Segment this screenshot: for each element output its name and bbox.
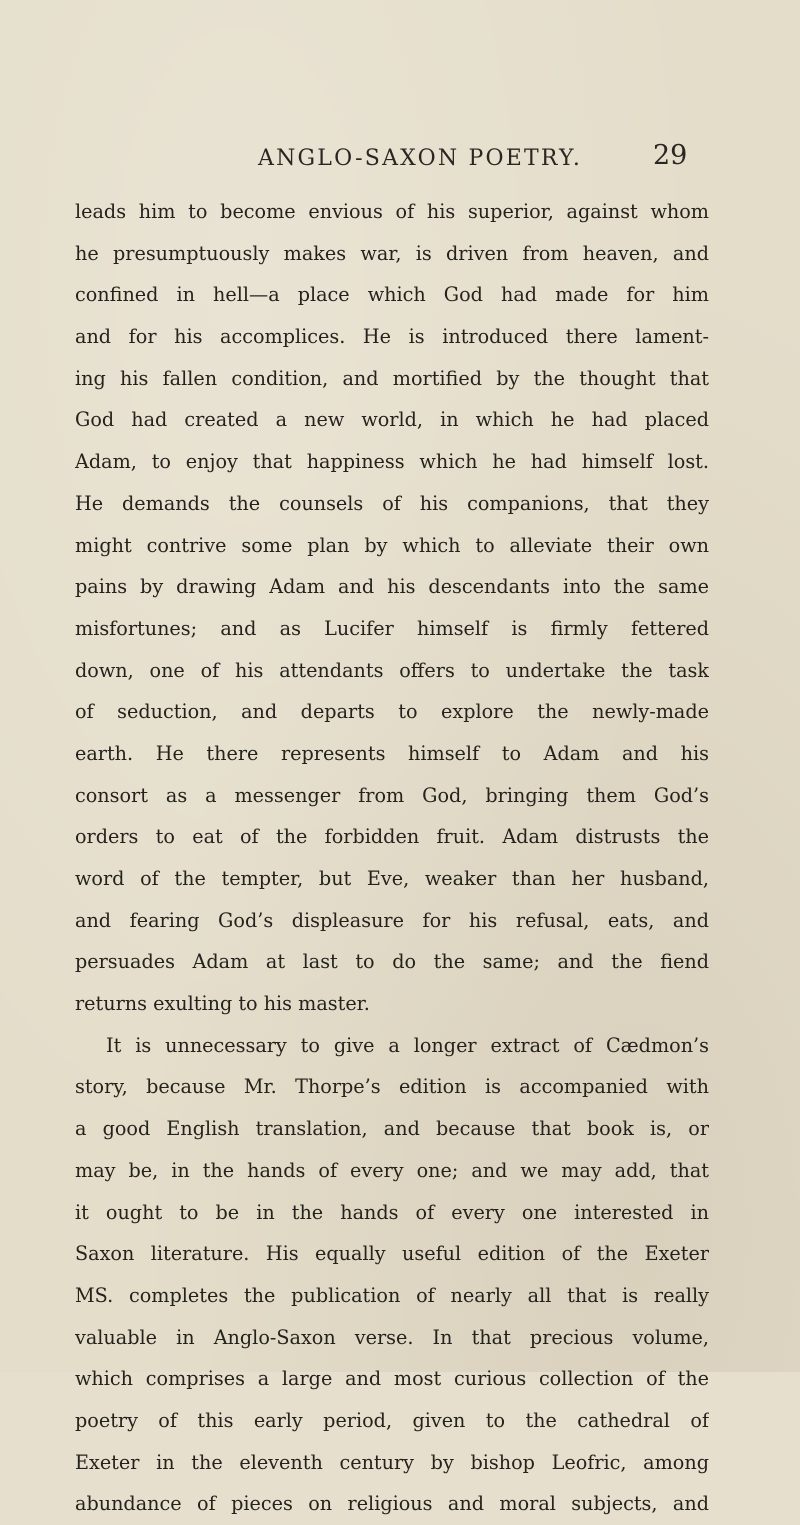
text-line: it ought to be in the hands of every one interested in xyxy=(75,1200,709,1224)
text-line: He demands the counsels of his companions, that they xyxy=(75,491,709,515)
text-line: and fearing God’s displeasure for his refusal, eats, and xyxy=(75,908,709,932)
text-line: story, because Mr. Thorpe’s edition is accompanied with xyxy=(75,1075,709,1099)
text-line: valuable in Anglo-Saxon verse. In that precious volume, xyxy=(75,1325,709,1349)
text-line: a good English translation, and because that book is, or xyxy=(75,1117,709,1141)
text-line: down, one of his attendants offers to undertake the task xyxy=(75,658,709,682)
text-line: which comprises a large and most curious collection of the xyxy=(75,1367,709,1391)
paragraph-end-line: returns exulting to his master. xyxy=(75,992,370,1016)
text-line: leads him to become envious of his superior, against whom xyxy=(75,200,709,223)
text-line: confined in hell—a place which God had made for him xyxy=(75,283,709,307)
text-line: consort as a messenger from God, bringing them God’s xyxy=(75,783,709,807)
text-line: and for his accomplices. He is introduced there lament- xyxy=(75,325,709,349)
text-line: pains by drawing Adam and his descendants into the same xyxy=(75,575,709,599)
text-line: Saxon literature. His equally useful edition of the Exeter xyxy=(75,1242,709,1266)
running-head xyxy=(0,140,800,180)
running-head-title: ANGLO-SAXON POETRY. xyxy=(258,146,583,171)
text-line: earth. He there represents himself to Adam and his xyxy=(75,741,709,765)
text-line: MS. completes the publication of nearly all that is really xyxy=(75,1283,709,1307)
text-line: Adam, to enjoy that happiness which he had himself lost. xyxy=(75,450,709,474)
text-line: he presumptuously makes war, is driven from heaven, and xyxy=(75,241,709,265)
text-line: abundance of pieces on religious and moral subjects, and xyxy=(75,1492,709,1516)
page-number: 29 xyxy=(653,140,688,171)
text-line: God had created a new world, in which he had placed xyxy=(75,408,709,432)
text-line: of seduction, and departs to explore the newly-made xyxy=(75,700,709,724)
text-line: ing his fallen condition, and mortified by the thought that xyxy=(75,366,709,390)
text-line: misfortunes; and as Lucifer himself is firmly fettered xyxy=(75,616,709,640)
body-text xyxy=(75,191,709,1525)
paragraph-start-line: It is unnecessary to give a longer extract of Cædmon’s xyxy=(106,1033,709,1057)
text-line: might contrive some plan by which to alleviate their own xyxy=(75,533,709,557)
text-line: persuades Adam at last to do the same; and the fiend xyxy=(75,950,709,974)
text-line: may be, in the hands of every one; and we may add, that xyxy=(75,1158,709,1182)
text-line: Exeter in the eleventh century by bishop Leofric, among xyxy=(75,1450,709,1474)
text-line: word of the tempter, but Eve, weaker than her husband, xyxy=(75,867,709,890)
text-line: poetry of this early period, given to the cathedral of xyxy=(75,1408,709,1432)
text-line: orders to eat of the forbidden fruit. Adam distrusts the xyxy=(75,825,709,849)
